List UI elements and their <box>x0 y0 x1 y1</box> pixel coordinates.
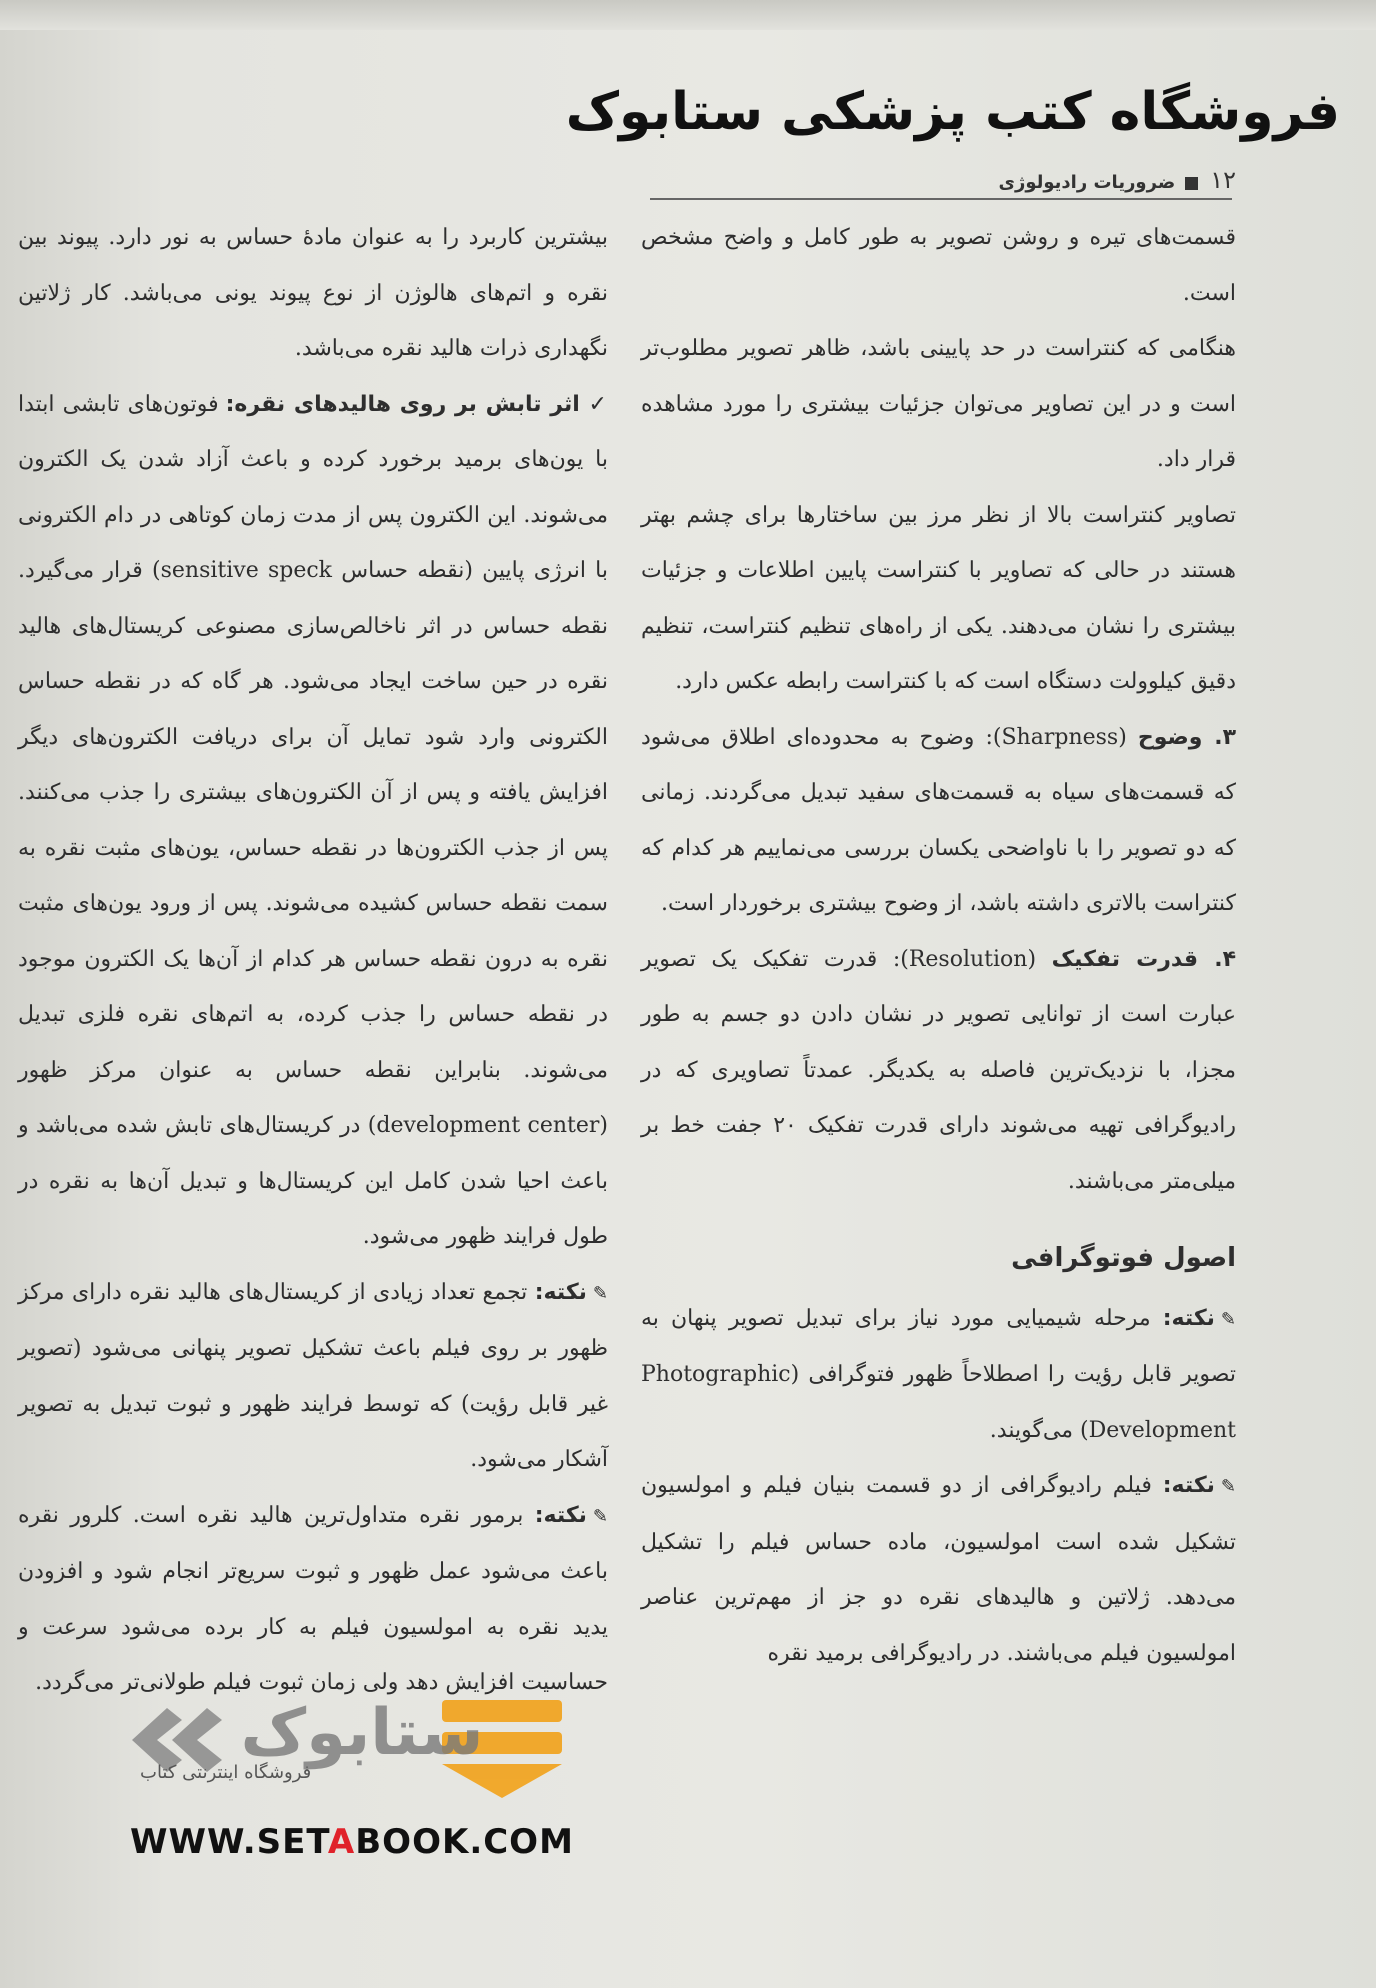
item-body: (Resolution): قدرت تفکیک یک تصویر عبارت است از توانایی تصویر در نشان دادن دو جسم به طور مجزا، با نزدیک‌ترین فاصله به یکدیگر. عمدتاً تصاویری که در رادیوگرافی تهیه می‌شوند دارای قدرت تفکیک ۲۰ جفت خط بر میلی‌متر می‌باشند. <box>641 946 1237 1194</box>
watermark-subtitle: فروشگاه اینترنتی کتاب <box>140 1762 312 1783</box>
paragraph: بیشترین کاربرد را به عنوان مادهٔ حساس به نور دارد. پیوند بین نقره و اتم‌های هالوژن از نوع پیوند یونی می‌باشد. کار ژلاتین نگهداری ذرات هالید نقره می‌باشد. <box>18 225 608 361</box>
watermark-url: WWW.SETABOOK.COM <box>130 1822 574 1862</box>
book-title: ضروریات رادیولوژی <box>998 172 1176 193</box>
note <box>18 1488 608 1711</box>
note-body: مرحله شیمیایی مورد نیاز برای تبدیل تصویر پنهان به تصویر قابل رؤیت را اصطلاحاً ظهور فتوگرافی (Photographic Development) می‌گویند. <box>641 1305 1236 1443</box>
item-heading: ۳. وضوح <box>1137 724 1236 750</box>
item-heading: ✓ اثر تابش بر روی هالیدهای نقره: <box>225 391 608 417</box>
paragraph-effect <box>18 377 608 1265</box>
note-label: نکته: <box>534 1502 587 1528</box>
logo-wordmark: ستابوک <box>240 1696 484 1770</box>
note-body: تجمع تعداد زیادی از کریستال‌های هالید نقره دارای مرکز ظهور بر روی فیلم باعث تشکیل تصویر پنهانی می‌شود (تصویر غیر قابل رؤیت) که توسط فرایند ظهور و ثبوت تبدیل به تصویر آشکار می‌شود. <box>18 1279 608 1472</box>
page-top-shadow <box>0 0 1376 30</box>
paragraph-sharpness <box>641 710 1236 932</box>
right-column <box>641 210 1236 1681</box>
store-title: فروشگاه کتب پزشکی ستابوک <box>565 82 1340 142</box>
note-label: نکته: <box>1162 1305 1215 1331</box>
item-body: فوتون‌های تابشی ابتدا با یون‌های برمید برخورد کرده و باعث آزاد شدن یک الکترون می‌شوند. این الکترون پس از مدت زمان کوتاهی در دام الکترونی با انرژی پایین (نقطه حساس sensitive speck) قرار می‌گیرد. نقطه حساس در اثر ناخالص‌سازی مصنوعی کریستال‌های هالید نقره در حین ساخت ایجاد می‌شود. هر گاه که در نقطه حساس الکترونی وارد شود تمایل آن برای دریافت الکترون‌های دیگر افزایش یافته و پس از آن الکترون‌های بیشتری را جذب می‌کنند. پس از جذب الکترون‌ها در نقطه حساس، یون‌های مثبت نقره به سمت نقطه حساس کشیده می‌شوند. پس از ورود یون‌های مثبت نقره به درون نقطه حساس هر کدام از آن‌ها یک الکترون موجود در نقطه حساس را جذب کرده، به اتم‌های نقره فلزی تبدیل می‌شوند. بنابراین نقطه حساس به عنوان مرکز ظهور (development center) در کریستال‌های تابش شده می‌باشد و باعث احیا شدن کامل این کریستال‌ها و تبدیل آن‌ها به نقره در طول فرایند ظهور می‌شود. <box>18 391 609 1249</box>
square-bullet-icon <box>1185 177 1198 190</box>
note-icon: ✎ <box>1220 1308 1236 1330</box>
paragraph-resolution <box>641 932 1236 1210</box>
section-heading: اصول فوتوگرافی <box>1011 1243 1236 1273</box>
item-heading: ۴. قدرت تفکیک <box>1051 946 1236 972</box>
note <box>641 1458 1236 1681</box>
header-rule <box>650 198 1232 200</box>
left-column <box>18 210 608 1711</box>
note-icon: ✎ <box>592 1505 608 1527</box>
note-icon: ✎ <box>592 1282 608 1304</box>
note-body: فیلم رادیوگرافی از دو قسمت بنیان فیلم و امولسیون تشکیل شده است امولسیون، ماده حساس فیلم را تشکیل می‌دهد. ژلاتین و هالیدهای نقره دو جز از مهم‌ترین عناصر امولسیون فیلم می‌باشند. در رادیوگرافی برمید نقره <box>641 1473 1236 1666</box>
item-body: (Sharpness): وضوح به محدوده‌ای اطلاق می‌شود که قسمت‌های سیاه به قسمت‌های سفید تبدیل می‌گردند. زمانی که دو تصویر را با ناواضحی یکسان بررسی می‌نماییم هر کدام که کنتراست بالاتری داشته باشد، از وضوح بیشتری برخوردار است. <box>641 724 1236 916</box>
page-number: ۱۲ <box>1210 166 1236 194</box>
note-icon: ✎ <box>1220 1476 1236 1497</box>
note-body: برمور نقره متداول‌ترین هالید نقره است. کلرور نقره باعث می‌شود عمل ظهور و ثبوت سریع‌تر انجام شود و افزودن یدید نقره به امولسیون فیلم به کار برده می‌شود سرعت و حساسیت افزایش دهد ولی زمان ثبوت فیلم طولانی‌تر می‌گردد. <box>18 1502 608 1695</box>
paragraph: قسمت‌های تیره و روشن تصویر به طور کامل و واضح مشخص است. <box>641 225 1236 306</box>
note-label: نکته: <box>534 1279 587 1305</box>
note-label: نکته: <box>1162 1473 1215 1498</box>
running-head <box>636 166 1236 194</box>
paragraph: هنگامی که کنتراست در حد پایینی باشد، ظاهر تصویر مطلوب‌تر است و در این تصاویر می‌توان جزئیات بیشتری را مورد مشاهده قرار داد. <box>641 336 1236 472</box>
note <box>641 1291 1236 1459</box>
note <box>18 1265 608 1488</box>
paragraph: تصاویر کنتراست بالا از نظر مرز بین ساختارها برای چشم بهتر هستند در حالی که تصاویر با کنتراست پایین اطلاعات و جزئیات بیشتری را نشان می‌دهند. یکی از راه‌های تنظیم کنتراست، تنظیم دقیق کیلوولت دستگاه است که با کنتراست رابطه عکس دارد. <box>641 502 1236 694</box>
